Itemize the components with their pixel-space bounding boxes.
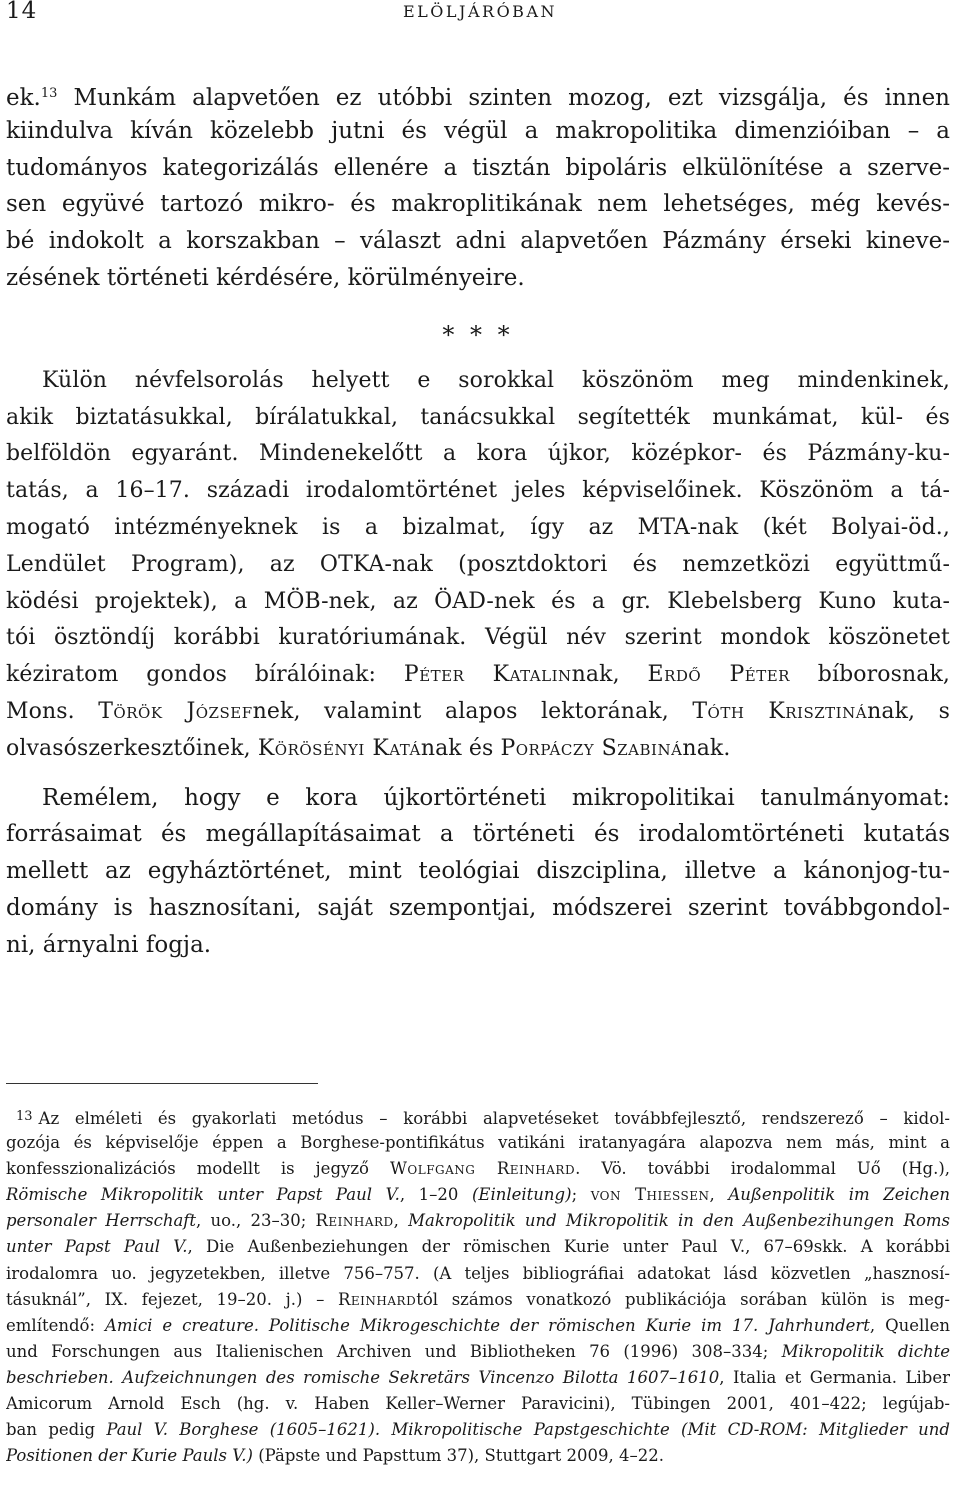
text-line: ködési projektek), a MÖB-nek, az ÖAD-nek és a gr. Klebelsberg Kuno kuta- (6, 588, 950, 614)
footnote-line: beschrieben. Aufzeichnungen des romische Sekretärs Vincenzo Bilotta 1607–1610, Italia et Germania. Liber (6, 1367, 950, 1387)
footnote-line: irodalomra uo. jegyzetekben, illetve 756–757. (A teljes bibliográfiai adatokat lásd közvetlen „hasznosí- (6, 1263, 950, 1283)
book-title: Römische Mikropolitik unter Papst Paul V. (6, 1185, 400, 1205)
person-name: Tóth Krisztiná (692, 698, 868, 724)
text-line: ek.$^{13}$ Munkám alapvetően ez utóbbi szinten mozog, ezt vizsgálja, és innen (6, 85, 950, 111)
author-name: Reinhard (315, 1211, 394, 1231)
person-name: Török József (98, 698, 253, 724)
footnote-line: und Forschungen aus Italienischen Archiven und Bibliotheken 76 (1996) 308–334; Mikropolitik dichte (6, 1341, 950, 1361)
person-name: Erdő Péter (647, 662, 790, 688)
paragraph-1 (6, 76, 950, 297)
book-title: Amici e creature. Politische Mikrogeschichte der römischen Kurie im 17. Jahrhundert (105, 1315, 870, 1335)
footnote-line: említendő: Amici e creature. Politische Mikrogeschichte der römischen Kurie im 17. Jahrhundert, Quellen (6, 1315, 950, 1335)
text-line: tói ösztöndíj korábbi kuratóriumának. Végül név szerint mondok köszönetet (6, 625, 950, 651)
text-line: zésének történeti kérdésére, körülményeire. (6, 264, 525, 291)
section-separator: * * * (442, 320, 514, 349)
book-title: Paul V. Borghese (1605–1621). Mikropolitische Papstgeschichte (Mit CD-ROM: Mitglieder und (106, 1420, 950, 1440)
footnote-line: Amicorum Arnold Esch (hg. v. Haben Keller–Werner Paravicini), Tübingen 2001, 401–422; legújab- (6, 1394, 950, 1414)
footnote-line: unter Papst Paul V., Die Außenbeziehungen der römischen Kurie unter Paul V., 67–69skk. A korábbi (6, 1237, 950, 1257)
footnote-reference: 13 (40, 86, 58, 101)
footnote-number: 13 (16, 1109, 33, 1124)
paragraph-3 (6, 780, 950, 964)
author-name: Wolfgang Reinhard (389, 1159, 576, 1179)
page-header (0, 0, 960, 30)
book-title: Makropolitik und Mikropolitik in den Außenbezihungen Roms (408, 1211, 950, 1231)
footnote-rule (6, 1083, 318, 1084)
text-line: Lendület Program), az OTKA-nak (posztdoktori és nemzetközi együttmű- (6, 551, 950, 577)
body-text (6, 76, 950, 964)
footnote-13 (6, 1104, 950, 1469)
text-line: belföldön egyaránt. Mindenekelőtt a kora újkor, középkor- és Pázmány-ku- (6, 441, 950, 467)
paragraph-2 (6, 363, 950, 768)
author-name: Reinhard (338, 1289, 417, 1309)
text-line: mogató intézményeknek is a bizalmat, így az MTA-nak (két Bolyai-öd., (6, 514, 950, 540)
text-line: ni, árnyalni fogja. (6, 931, 212, 958)
text-line: tudományos kategorizálás ellenére a tisztán bipoláris elkülönítése a szerve- (6, 154, 950, 181)
text-line: kiindulva kíván közelebb jutni és végül a makropolitika dimenzióiban – a (6, 117, 950, 144)
person-name: Porpáczy Szabiná (500, 735, 683, 761)
footnote-line: tásuknál”, IX. fejezet, 19–20. j.) – Reinhardtól számos vonatkozó publikációja sorában külön is meg- (6, 1289, 950, 1309)
footnote-line: personaler Herrschaft, uo., 23–30; Reinhard, Makropolitik und Mikropolitik in den Außenbezihungen Roms (6, 1211, 950, 1231)
text-line: domány is hasznosítani, saját szempontjai, módszerei szerint továbbgondol- (6, 894, 950, 921)
text-line: mellett az egyháztörténet, mint teológiai diszciplina, illetve a kánonjog-tu- (6, 858, 950, 885)
text-line: forrásaimat és megállapításaimat a történeti és irodalomtörténeti kutatás (6, 821, 950, 848)
text-line: Külön névfelsorolás helyett e sorokkal köszönöm meg mindenkinek, (42, 367, 950, 393)
person-name: Péter Katalin (403, 662, 572, 688)
book-title: Außenpolitik im Zeichen (728, 1185, 950, 1205)
page-number: 14 (6, 0, 38, 24)
footnote-line: konfesszionalizációs modellt is jegyző Wolfgang Reinhard. Vö. további irodalommal Uő (Hg.), (6, 1159, 950, 1179)
text-line: akik biztatásukkal, bírálatukkal, tanácsukkal segítették munkámat, kül- és (6, 404, 950, 430)
footnote-line: gozója és képviselője éppen a Borghese-pontifikátus vatikáni iratanyagára alapozva nem más, mint a (6, 1133, 950, 1153)
text-line: Mons. Török Józsefnek, valamint alapos lektorának, Tóth Krisztinának, s (6, 698, 950, 724)
text-line: bé indokolt a korszakban – választ adni alapvetően Pázmány érseki kineve- (6, 228, 950, 255)
text-line: Remélem, hogy e kora újkortörténeti mikropolitikai tanulmányomat: (42, 784, 950, 811)
text-line: sen együvé tartozó mikro- és makroplitikának nem lehetséges, még kevés- (6, 191, 950, 218)
text-line: olvasószerkesztőinek, Körösényi Katának és Porpáczy Szabinának. (6, 735, 731, 761)
author-name: von Thiessen (590, 1185, 710, 1205)
footnote-line: $^{13}$ Az elméleti és gyakorlati metódus – korábbi alapvetéseket továbbfejlesztő, rendszerező – kidol- (6, 1104, 950, 1130)
footnote-line: Römische Mikropolitik unter Papst Paul V., 1–20 (Einleitung); von Thiessen, Außenpolitik im Zeichen (6, 1185, 950, 1205)
book-title: Mikropolitik dichte (781, 1341, 950, 1361)
footnote-line: Positionen der Kurie Pauls V.) (Päpste und Papsttum 37), Stuttgart 2009, 4–22. (6, 1446, 664, 1466)
person-name: Körösényi Katá (257, 735, 421, 761)
running-head: ELÖLJÁRÓBAN (403, 2, 557, 21)
text-line: tatás, a 16–17. századi irodalomtörténet jeles képviselőinek. Köszönöm a tá- (6, 478, 950, 504)
text-line: kéziratom gondos bírálóinak: Péter Katalinnak, Erdő Péter bíborosnak, (6, 662, 950, 688)
footnote-line: ban pedig Paul V. Borghese (1605–1621). Mikropolitische Papstgeschichte (Mit CD-ROM: Mitglieder und (6, 1420, 950, 1440)
